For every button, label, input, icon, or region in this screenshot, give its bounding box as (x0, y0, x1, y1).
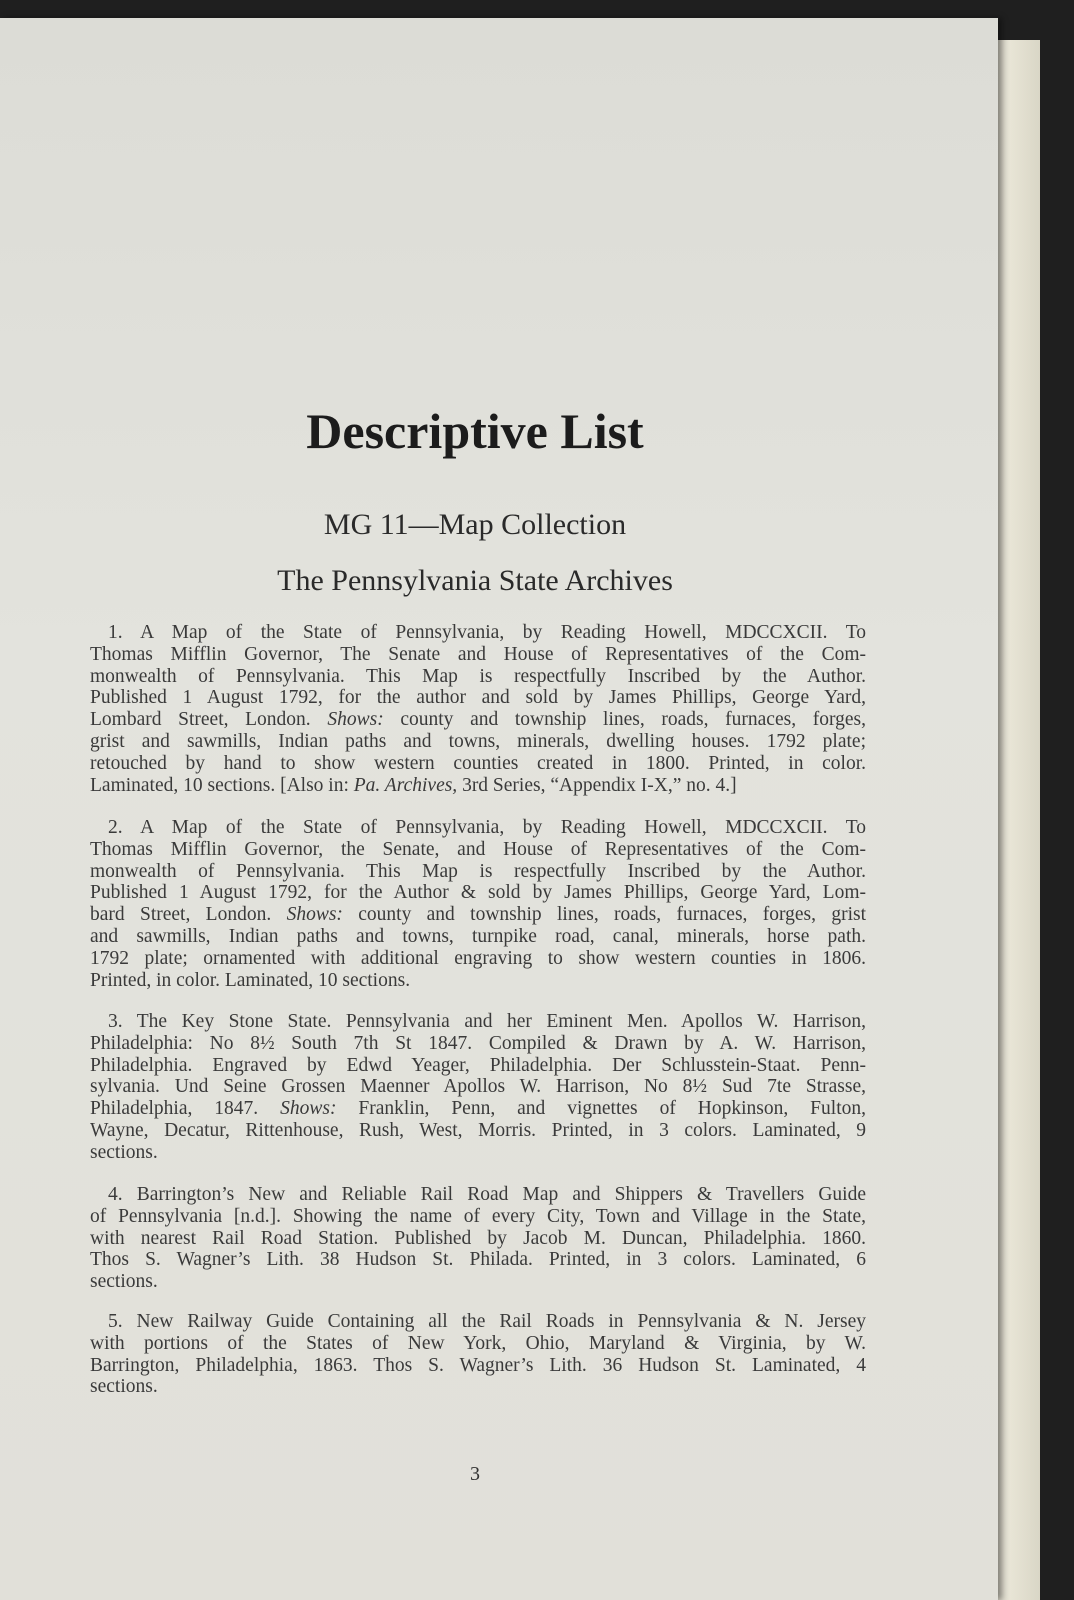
entry-3-line: Philadelphia. Engraved by Edwd Yeager, Philadelphia. Der Schlusstein-Staat. Penn- (90, 1054, 866, 1076)
entry-4-line: Thos S. Wagner’s Lith. 38 Hudson St. Philada. Printed, in 3 colors. Laminated, 6 (90, 1249, 866, 1271)
entry-2-line: monwealth of Pennsylvania. This Map is respectfully Inscribed by the Author. (90, 860, 866, 882)
collection-subtitle: MG 11—Map Collection (323, 508, 627, 541)
entry-1-line: Published 1 August 1792, for the author and sold by James Phillips, George Yard, (90, 687, 866, 709)
page-number: 3 (470, 1463, 480, 1485)
book-page (0, 18, 998, 1600)
entry-4-line: sections. (90, 1271, 158, 1293)
entry-1-line: grist and sawmills, Indian paths and towns, minerals, dwelling houses. 1792 plate; (90, 731, 866, 752)
entry-1-line: retouched by hand to show western counties created in 1800. Printed, in color. (90, 752, 866, 774)
entry-2-line: and sawmills, Indian paths and towns, turnpike road, canal, minerals, horse path. (90, 926, 866, 947)
entry-2-line: Printed, in color. Laminated, 10 sections. (90, 969, 411, 991)
entry-1-line: Lombard Street, London. Shows: county and township lines, roads, furnaces, forges, (90, 709, 866, 731)
entry-2-line: bard Street, London. Shows: county and township lines, roads, furnaces, forges, grist (90, 904, 866, 926)
entry-2-line: 1792 plate; ornamented with additional engraving to show western counties in 1806. (90, 947, 866, 969)
entry-1-line: Laminated, 10 sections. [Also in: Pa. Archives, 3rd Series, “Appendix I-X,” no. 4.] (90, 774, 737, 796)
entry-5-line: sections. (90, 1376, 158, 1398)
entry-2-line: Published 1 August 1792, for the Author & sold by James Phillips, George Yard, Lom- (90, 882, 866, 904)
entry-3-line: 3. The Key Stone State. Pennsylvania and her Eminent Men. Apollos W. Harrison, (108, 1011, 866, 1032)
entry-5-line: Barrington, Philadelphia, 1863. Thos S. Wagner’s Lith. 36 Hudson St. Laminated, 4 (90, 1354, 866, 1376)
entry-4-line: 4. Barrington’s New and Reliable Rail Road Map and Shippers & Travellers Guide (108, 1184, 866, 1205)
entry-3-line: Philadelphia: No 8½ South 7th St 1847. Compiled & Drawn by A. W. Harrison, (90, 1032, 866, 1054)
institution-subtitle: The Pennsylvania State Archives (277, 564, 673, 597)
entry-4-line: with nearest Rail Road Station. Published by Jacob M. Duncan, Philadelphia. 1860. (90, 1227, 866, 1249)
entry-2-line: 2. A Map of the State of Pennsylvania, by Reading Howell, MDCCXCII. To (108, 817, 866, 838)
entry-1-line: Thomas Mifflin Governor, The Senate and House of Representatives of the Com- (90, 643, 866, 665)
entry-5-line: with portions of the States of New York, Ohio, Maryland & Virginia, by W. (90, 1332, 866, 1354)
entry-2-line: Thomas Mifflin Governor, the Senate, and House of Representatives of the Com- (90, 838, 866, 860)
entry-4-line: of Pennsylvania [n.d.]. Showing the name of every City, Town and Village in the State, (90, 1205, 866, 1227)
entry-3-line: Philadelphia, 1847. Shows: Franklin, Penn, and vignettes of Hopkinson, Fulton, (90, 1098, 866, 1120)
entry-3-line: sections. (90, 1141, 158, 1163)
entry-1-line: 1. A Map of the State of Pennsylvania, by Reading Howell, MDCCXCII. To (108, 622, 866, 643)
entry-5-line: 5. New Railway Guide Containing all the Rail Roads in Pennsylvania & N. Jersey (108, 1311, 866, 1332)
entry-1-line: monwealth of Pennsylvania. This Map is respectfully Inscribed by the Author. (90, 665, 866, 687)
entry-3-line: sylvania. Und Seine Grossen Maenner Apollos W. Harrison, No 8½ Sud 7te Strasse, (90, 1076, 866, 1098)
entry-3-line: Wayne, Decatur, Rittenhouse, Rush, West, Morris. Printed, in 3 colors. Laminated, 9 (90, 1120, 866, 1141)
page-title: Descriptive List (306, 403, 644, 459)
